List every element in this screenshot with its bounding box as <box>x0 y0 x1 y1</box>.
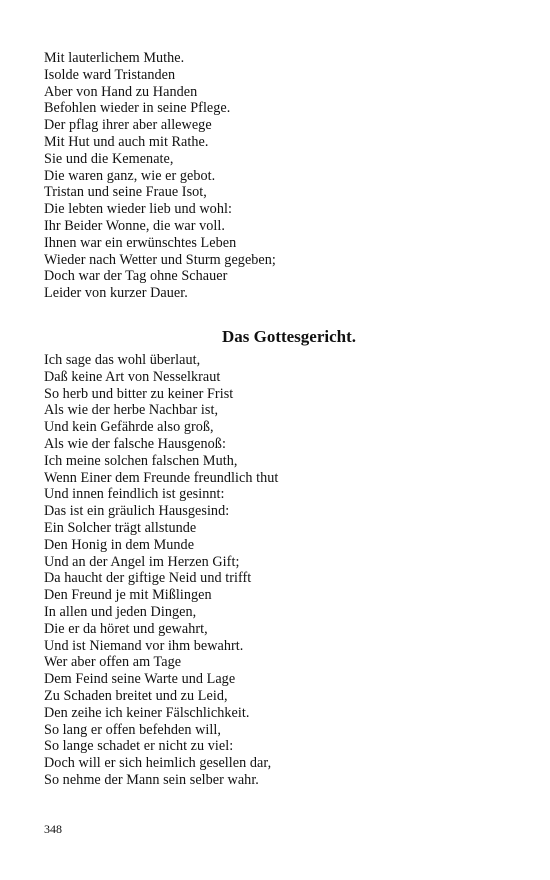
verse-line: Da haucht der giftige Neid und trifft <box>44 570 252 587</box>
verse-line: Wenn Einer dem Freunde freundlich thut <box>44 469 279 486</box>
stanza-main <box>44 352 514 789</box>
verse-line: Leider von kurzer Dauer. <box>44 285 188 302</box>
verse-line: Doch will er sich heimlich gesellen dar, <box>44 755 272 772</box>
verse-line: Und innen feindlich ist gesinnt: <box>44 486 225 503</box>
verse-line: Ich meine solchen falschen Muth, <box>44 452 238 469</box>
verse-line: Isolde ward Tristanden <box>44 66 176 83</box>
verse-line: Das ist ein gräulich Hausgesind: <box>44 503 230 520</box>
section-title: Das Gottesgericht. <box>221 327 357 346</box>
verse-line: Die waren ganz, wie er gebot. <box>44 167 216 184</box>
verse-line: Zu Schaden breitet und zu Leid, <box>44 687 228 704</box>
verse-line: Doch war der Tag ohne Schauer <box>44 268 228 285</box>
verse-line: Ich sage das wohl überlaut, <box>44 352 201 368</box>
page-number: 348 <box>44 822 62 836</box>
verse-line: Wieder nach Wetter und Sturm gegeben; <box>44 251 276 268</box>
verse-line: Den Honig in dem Munde <box>44 536 195 553</box>
verse-line: Der pflag ihrer aber allewege <box>44 117 212 134</box>
verse-line: Als wie der falsche Hausgenoß: <box>44 435 226 452</box>
verse-line: Ihr Beider Wonne, die war voll. <box>44 217 225 234</box>
verse-line: Die er da höret und gewahrt, <box>44 620 208 637</box>
verse-line: Dem Feind seine Warte und Lage <box>44 671 236 688</box>
verse-line: Ein Solcher trägt allstunde <box>44 519 197 536</box>
verse-line: Aber von Hand zu Handen <box>44 83 198 100</box>
verse-line: Daß keine Art von Nesselkraut <box>44 368 221 385</box>
verse-line: Als wie der herbe Nachbar ist, <box>44 402 219 419</box>
verse-line: Mit lauterlichem Muthe. <box>44 50 185 66</box>
verse-line: Und an der Angel im Herzen Gift; <box>44 553 240 570</box>
verse-line: Und ist Niemand vor ihm bewahrt. <box>44 637 244 654</box>
verse-line: Die lebten wieder lieb und wohl: <box>44 201 232 218</box>
verse-line: Wer aber offen am Tage <box>44 654 182 671</box>
verse-line: Und kein Gefährde also groß, <box>44 419 214 436</box>
verse-line: Den Freund je mit Mißlingen <box>44 587 212 604</box>
verse-line: So herb und bitter zu keiner Frist <box>44 385 234 402</box>
verse-line: So lange schadet er nicht zu viel: <box>44 738 234 755</box>
verse-line: Befohlen wieder in seine Pflege. <box>44 100 231 117</box>
verse-line: So lang er offen befehden will, <box>44 721 222 738</box>
verse-line: Tristan und seine Fraue Isot, <box>44 184 207 201</box>
verse-line: Mit Hut und auch mit Rathe. <box>44 133 209 150</box>
verse-line: Ihnen war ein erwünschtes Leben <box>44 234 237 251</box>
verse-line: Den zeihe ich keiner Fälschlichkeit. <box>44 704 250 721</box>
verse-line: In allen und jeden Dingen, <box>44 603 197 620</box>
verse-line: So nehme der Mann sein selber wahr. <box>44 771 259 788</box>
verse-line: Sie und die Kemenate, <box>44 150 174 167</box>
stanza-continuation <box>44 50 514 302</box>
